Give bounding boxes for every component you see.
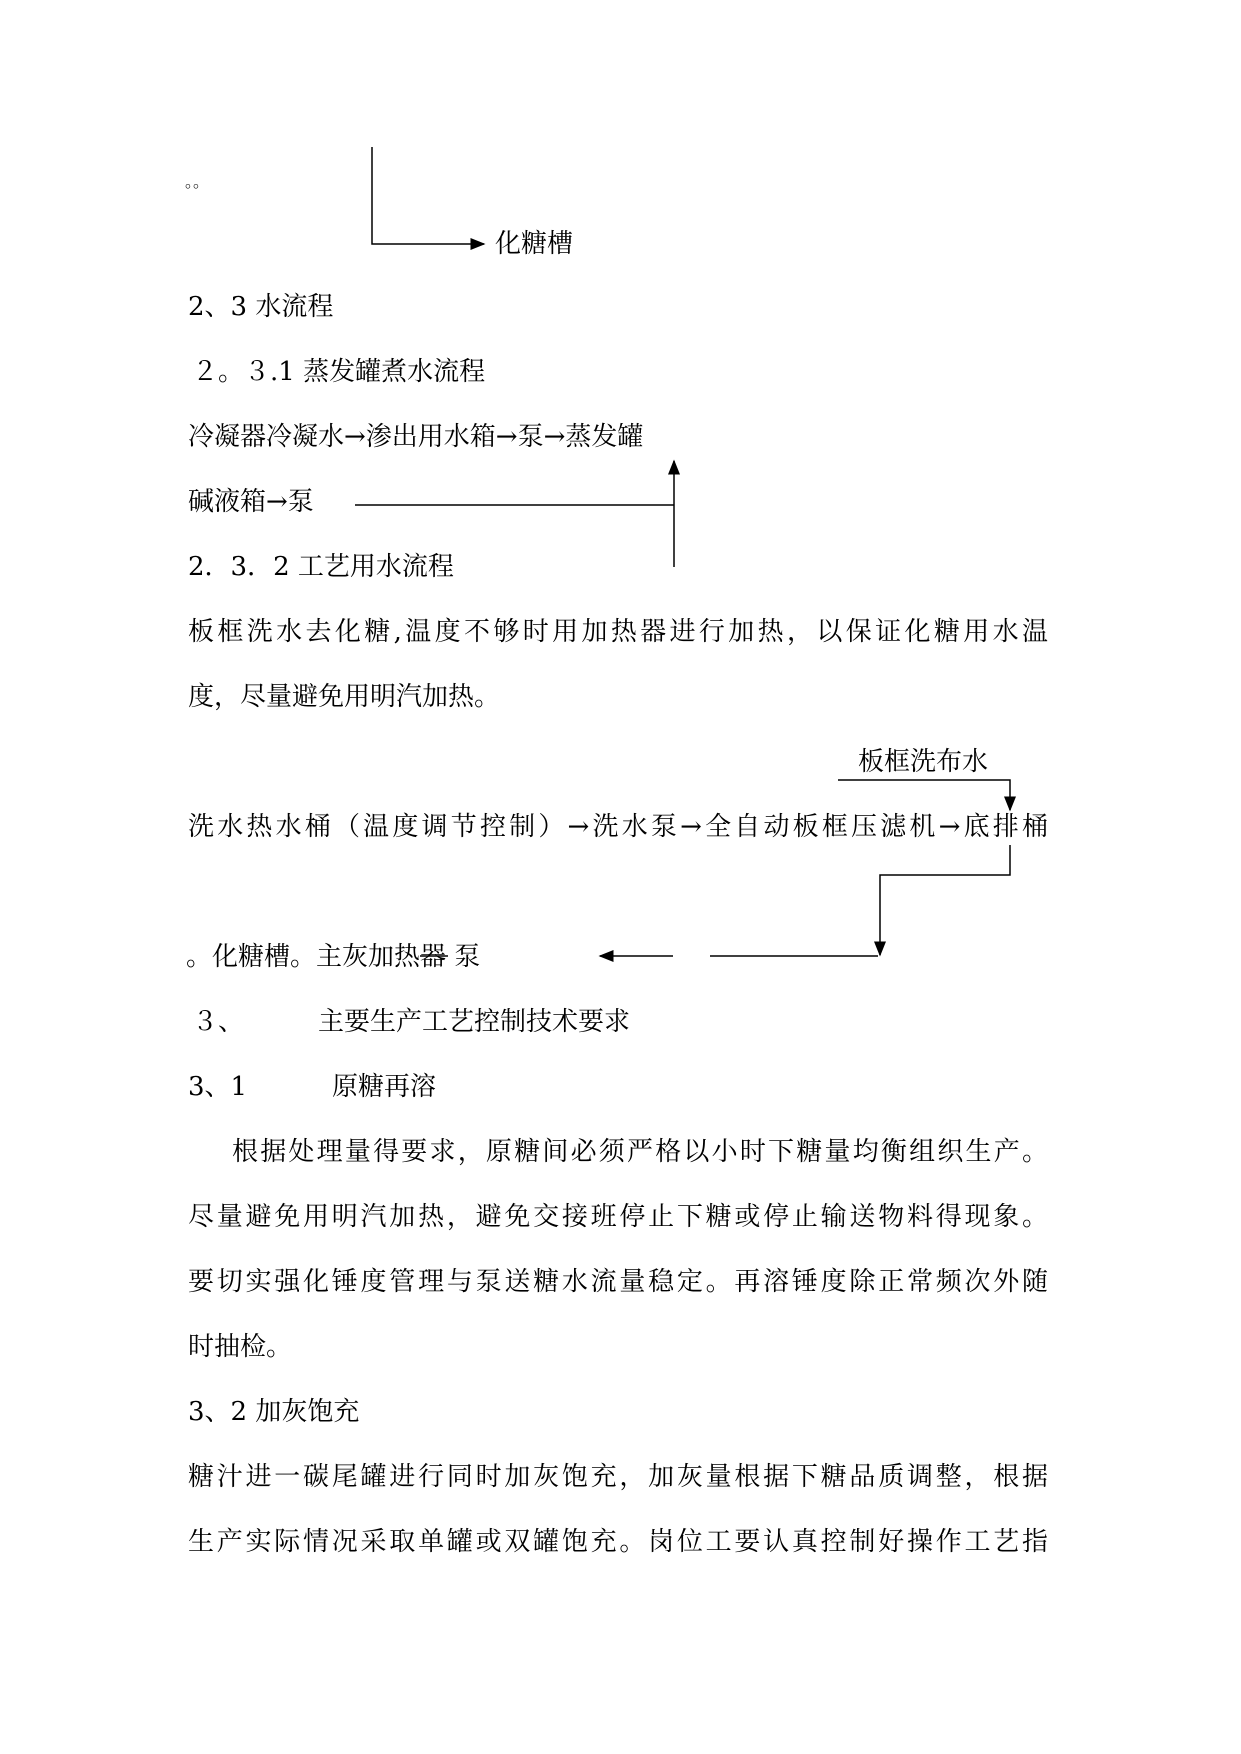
heading-3-number: ３、 (192, 1007, 245, 1037)
paragraph-232-line1: 板框洗水去化糖,温度不够时用加热器进行加热，以保证化糖用水温 (188, 617, 1048, 647)
paragraph-32-line2: 生产实际情况采取单罐或双罐饱充。岗位工要认真控制好操作工艺指 (188, 1527, 1048, 1557)
paragraph-31-line3: 要切实强化锤度管理与泵送糖水流量稳定。再溶锤度除正常频次外随 (188, 1267, 1048, 1297)
flow232-top-connector (838, 780, 1010, 810)
paragraph-31-line2: 尽量避免用明汽加热，避免交接班停止下糖或停止输送物料得现象。 (188, 1202, 1048, 1232)
top-fragment: 。。 (185, 172, 210, 191)
heading-2-3-1: ２。３.1 蒸发罐煮水流程 (192, 357, 486, 387)
flow1-target: 化糖槽 (495, 229, 574, 259)
heading-3-2: 3、2 加灰饱充 (188, 1397, 360, 1427)
flow232-main-line: 洗水热水桶（温度调节控制）→洗水泵→全自动板框压滤机→底排桶 (188, 812, 1048, 842)
heading-3-1-number: 3、1 (188, 1072, 248, 1102)
paragraph-232-line2: 度，尽量避免用明汽加热。 (188, 682, 501, 712)
flow232-top-label: 板框洗布水 (858, 747, 989, 777)
heading-2-3-2: 2．3．2 工艺用水流程 (188, 552, 454, 582)
flow231-line2: 碱液箱→泵 (188, 487, 314, 517)
flow1-connector (372, 147, 484, 244)
paragraph-31-line1: 根据处理量得要求，原糖间必须严格以小时下糖量均衡组织生产。 (232, 1137, 1048, 1167)
heading-3-title: 主要生产工艺控制技术要求 (318, 1007, 631, 1037)
paragraph-32-line1: 糖汁进一碳尾罐进行同时加灰饱充，加灰量根据下糖品质调整，根据 (188, 1462, 1048, 1492)
flow232-return-connector (880, 845, 1010, 955)
flow232-bottom-label: 。化糖槽。主灰加热器 泵 (186, 942, 481, 972)
heading-3-1-title: 原糖再溶 (332, 1072, 437, 1102)
flow231-line1: 冷凝器冷凝水→渗出用水箱→泵→蒸发罐 (188, 422, 644, 452)
heading-2-3: 2、3 水流程 (188, 292, 334, 322)
paragraph-31-line4: 时抽检。 (188, 1332, 293, 1362)
